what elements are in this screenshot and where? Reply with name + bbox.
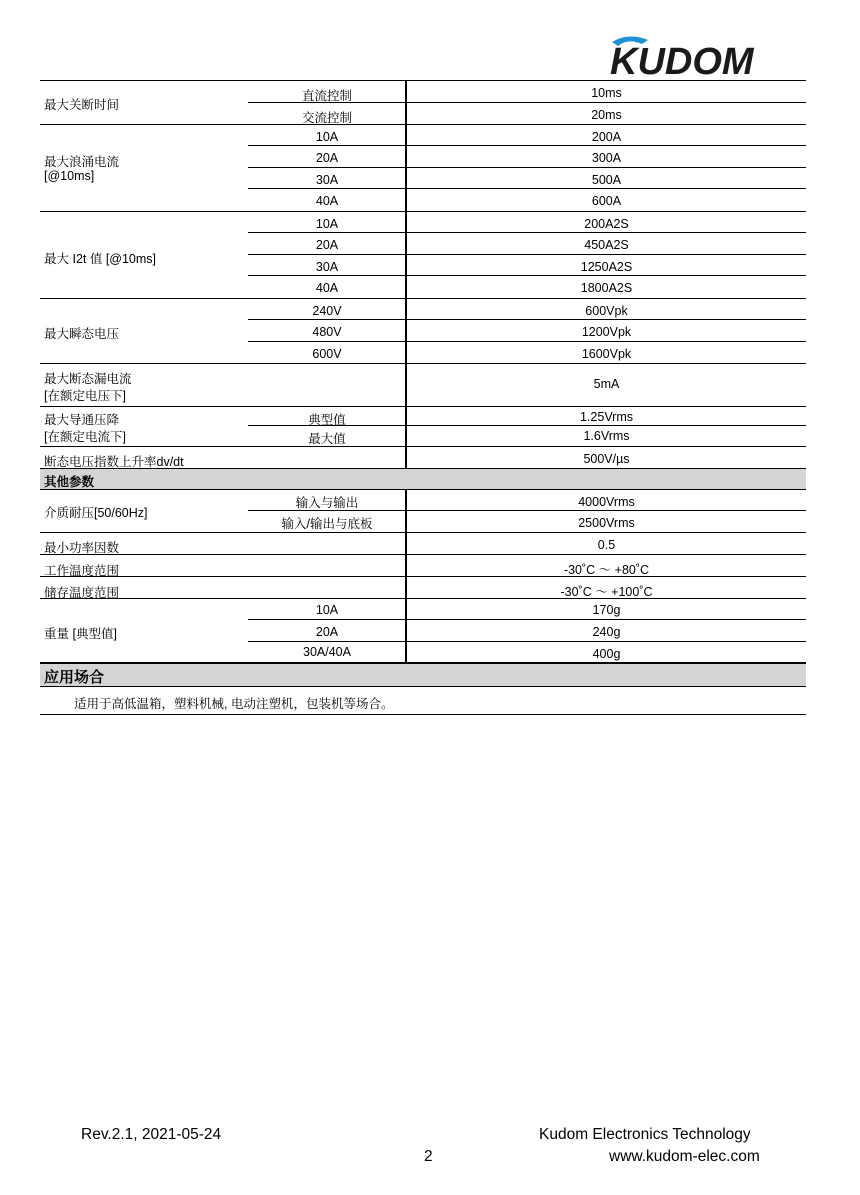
sub-cell: 240V — [312, 304, 342, 318]
kudom-logo — [608, 30, 780, 80]
value-cell: -30˚C ～ +80˚C — [563, 563, 650, 577]
sub-cell: 20A — [315, 151, 339, 165]
sub-cell: 典型值 — [308, 413, 346, 427]
row-group-turnoff — [40, 80, 806, 125]
value-cell: 5mA — [593, 377, 620, 391]
value-cell: 400g — [592, 647, 621, 661]
label-surge: 最大浪涌电流 — [44, 155, 120, 169]
value-cell: -30˚C ～ +100˚C — [560, 585, 653, 599]
value-cell: 500V/µs — [583, 452, 630, 466]
sub-cell: 交流控制 — [301, 111, 352, 125]
value-cell: 300A — [591, 151, 622, 165]
section-application-title: 应用场合 — [44, 669, 105, 686]
sub-cell: 30A — [315, 173, 339, 187]
page-number: 2 — [424, 1148, 433, 1165]
value-cell: 500A — [591, 173, 622, 187]
row-group-surge — [40, 124, 806, 211]
sub-cell: 10A — [315, 603, 339, 617]
value-cell: 0.5 — [597, 538, 616, 552]
value-cell: 600A — [591, 194, 622, 208]
application-text: 适用于高低温箱，塑料机械, 电动注塑机，包装机等场合。 — [74, 697, 394, 711]
sub-cell: 20A — [315, 625, 339, 639]
label-dielectric: 介质耐压[50/60Hz] — [44, 506, 148, 520]
sub-cell: 10A — [315, 217, 339, 231]
sub-cell: 40A — [315, 281, 339, 295]
row-op-temp — [40, 554, 806, 576]
label-storage-temp: 储存温度范围 — [44, 586, 120, 600]
footer-url: www.kudom-elec.com — [609, 1148, 760, 1165]
label-power-factor: 最小功率因数 — [44, 541, 120, 555]
row-storage-temp — [40, 576, 806, 598]
footer-company: Kudom Electronics Technology — [539, 1126, 751, 1143]
label-leakage-note: [在额定电压下] — [44, 389, 126, 403]
row-group-i2t — [40, 211, 806, 298]
value-cell: 200A — [591, 130, 622, 144]
value-cell: 2500Vrms — [578, 516, 635, 530]
label-i2t: 最大 I2t 值 [@10ms] — [44, 252, 157, 266]
value-cell: 200A2S — [584, 217, 629, 231]
label-transient: 最大瞬态电压 — [44, 327, 120, 341]
label-op-temp: 工作温度范围 — [44, 564, 120, 578]
label-turnoff: 最大关断时间 — [44, 98, 120, 112]
value-cell: 4000Vrms — [578, 495, 635, 509]
sub-cell: 30A — [315, 260, 339, 274]
row-group-ondrop — [40, 406, 806, 446]
sub-cell: 480V — [312, 325, 342, 339]
label-surge-note: [@10ms] — [44, 169, 95, 183]
sub-cell: 20A — [315, 238, 339, 252]
value-cell: 1.6Vrms — [583, 429, 630, 443]
value-cell: 1800A2S — [580, 281, 633, 295]
row-group-weight — [40, 598, 806, 662]
sub-cell: 40A — [315, 194, 339, 208]
value-cell: 1250A2S — [580, 260, 633, 274]
label-ondrop: 最大导通压降 — [44, 413, 120, 427]
row-group-dvdt — [40, 446, 806, 468]
label-ondrop-note: [在额定电流下] — [44, 430, 126, 444]
row-power-factor — [40, 532, 806, 554]
section-other-title: 其他参数 — [44, 475, 95, 489]
value-cell: 600Vpk — [585, 304, 628, 318]
section-other — [40, 469, 806, 489]
row-group-dielectric — [40, 489, 806, 532]
sub-cell: 输入/输出与底板 — [281, 517, 373, 531]
sub-cell: 600V — [312, 347, 342, 361]
logo-text: KUDOM — [610, 41, 754, 80]
value-cell: 1.25Vrms — [579, 410, 634, 424]
sub-cell: 最大值 — [308, 432, 346, 446]
value-cell: 1600Vpk — [581, 347, 632, 361]
sub-cell: 直流控制 — [301, 89, 352, 103]
sub-cell: 输入与输出 — [295, 496, 359, 510]
value-cell: 10ms — [591, 86, 622, 100]
value-cell: 20ms — [591, 108, 622, 122]
value-cell: 240g — [592, 625, 621, 639]
sub-cell: 10A — [315, 130, 339, 144]
value-cell: 1200Vpk — [581, 325, 632, 339]
value-cell: 170g — [592, 603, 621, 617]
label-dvdt: 断态电压指数上升率dv/dt — [44, 455, 184, 469]
value-cell: 450A2S — [584, 238, 629, 252]
label-leakage: 最大断态漏电流 — [44, 372, 132, 386]
label-weight: 重量 [典型值] — [44, 627, 117, 641]
row-group-leakage — [40, 363, 806, 406]
section-application — [40, 664, 806, 686]
sub-cell: 30A/40A — [303, 645, 351, 659]
row-group-transient — [40, 298, 806, 363]
footer-revision: Rev.2.1, 2021-05-24 — [81, 1126, 222, 1143]
